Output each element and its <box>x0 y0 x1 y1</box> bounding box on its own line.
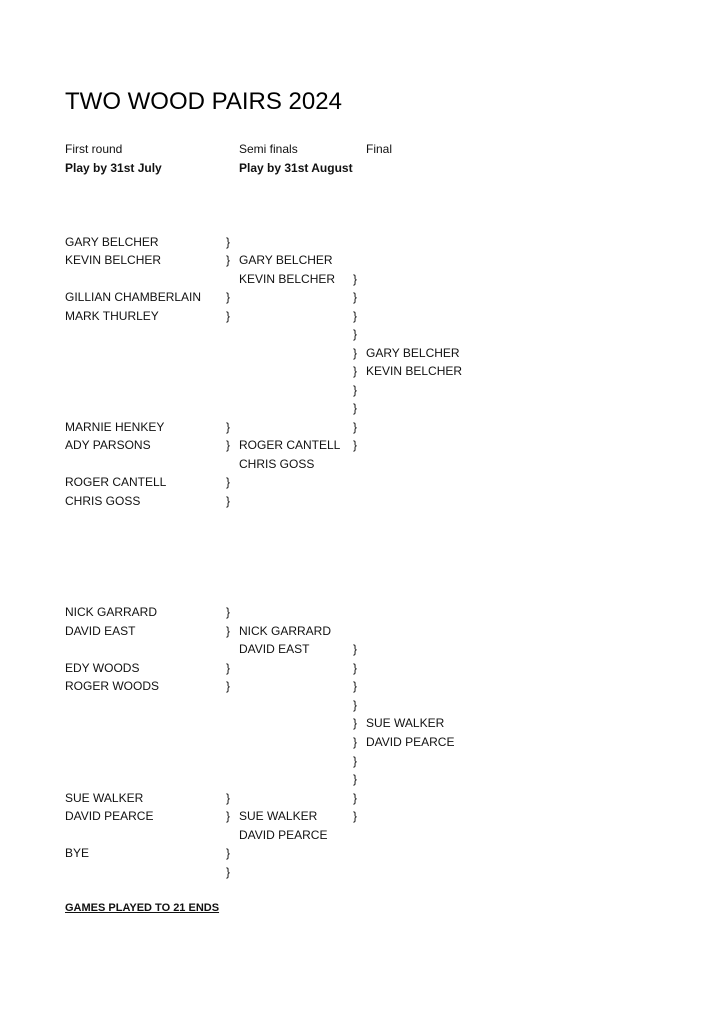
first-round-player: MARK THURLEY <box>65 309 159 323</box>
semi-final-player: DAVID EAST <box>239 642 310 656</box>
final-player: SUE WALKER <box>366 716 445 730</box>
first-round-player: MARNIE HENKEY <box>65 420 165 434</box>
semi-final-player: ROGER CANTELL <box>239 438 341 452</box>
bracket-mark: } <box>353 346 358 360</box>
first-round-player: GILLIAN CHAMBERLAIN <box>65 290 202 304</box>
bracket-mark: } <box>353 642 358 656</box>
bracket-mark: } <box>353 772 358 786</box>
bracket-mark: } <box>226 290 231 304</box>
bracket-mark: } <box>353 438 358 452</box>
first-round-player: EDY WOODS <box>65 661 140 675</box>
bracket-mark: } <box>226 846 231 860</box>
bracket-mark: } <box>353 401 358 415</box>
first-round-player: SUE WALKER <box>65 791 144 805</box>
bracket-mark: } <box>353 754 358 768</box>
bracket-mark: } <box>353 290 358 304</box>
first-round-player: ADY PARSONS <box>65 438 151 452</box>
bracket-mark: } <box>353 420 358 434</box>
first-round-player: GARY BELCHER <box>65 235 159 249</box>
first-round-deadline: Play by 31st July <box>65 161 162 175</box>
semi-final-player: SUE WALKER <box>239 809 318 823</box>
first-round-player: ROGER CANTELL <box>65 475 167 489</box>
bracket-mark: } <box>353 716 358 730</box>
final-player: KEVIN BELCHER <box>366 364 463 378</box>
final-header: Final <box>366 142 393 156</box>
bracket-mark: } <box>226 253 231 267</box>
first-round-player: CHRIS GOSS <box>65 494 141 508</box>
bracket-mark: } <box>353 383 358 397</box>
semi-final-player: DAVID PEARCE <box>239 828 328 842</box>
bracket-mark: } <box>226 475 231 489</box>
bracket-mark: } <box>353 661 358 675</box>
bracket-mark: } <box>226 791 231 805</box>
bracket-mark: } <box>353 327 358 341</box>
semi-final-player: CHRIS GOSS <box>239 457 315 471</box>
semi-finals-header: Semi finals <box>239 142 298 156</box>
bracket-mark: } <box>353 735 358 749</box>
semi-final-player: KEVIN BELCHER <box>239 272 336 286</box>
bracket-mark: } <box>226 809 231 823</box>
first-round-player: DAVID EAST <box>65 624 136 638</box>
bracket-mark: } <box>226 865 231 879</box>
semi-final-player: NICK GARRARD <box>239 624 332 638</box>
bracket-mark: } <box>353 272 358 286</box>
first-round-player: BYE <box>65 846 90 860</box>
bracket-mark: } <box>226 438 231 452</box>
first-round-player: KEVIN BELCHER <box>65 253 162 267</box>
bracket-mark: } <box>353 809 358 823</box>
final-player: DAVID PEARCE <box>366 735 455 749</box>
games-rule-note: GAMES PLAYED TO 21 ENDS <box>65 902 220 914</box>
bracket-mark: } <box>226 235 231 249</box>
semi-finals-deadline: Play by 31st August <box>239 161 353 175</box>
bracket-mark: } <box>353 679 358 693</box>
bracket-mark: } <box>226 624 231 638</box>
bracket-mark: } <box>226 605 231 619</box>
bracket-mark: } <box>353 791 358 805</box>
bracket-mark: } <box>226 420 231 434</box>
bracket-mark: } <box>353 364 358 378</box>
bracket-mark: } <box>353 698 358 712</box>
final-player: GARY BELCHER <box>366 346 460 360</box>
first-round-header: First round <box>65 142 123 156</box>
first-round-player: NICK GARRARD <box>65 605 158 619</box>
bracket-mark: } <box>226 494 231 508</box>
first-round-player: DAVID PEARCE <box>65 809 154 823</box>
first-round-player: ROGER WOODS <box>65 679 160 693</box>
page-title: TWO WOOD PAIRS 2024 <box>65 88 342 115</box>
bracket-mark: } <box>353 309 358 323</box>
bracket-mark: } <box>226 679 231 693</box>
bracket-mark: } <box>226 661 231 675</box>
semi-final-player: GARY BELCHER <box>239 253 333 267</box>
bracket-mark: } <box>226 309 231 323</box>
